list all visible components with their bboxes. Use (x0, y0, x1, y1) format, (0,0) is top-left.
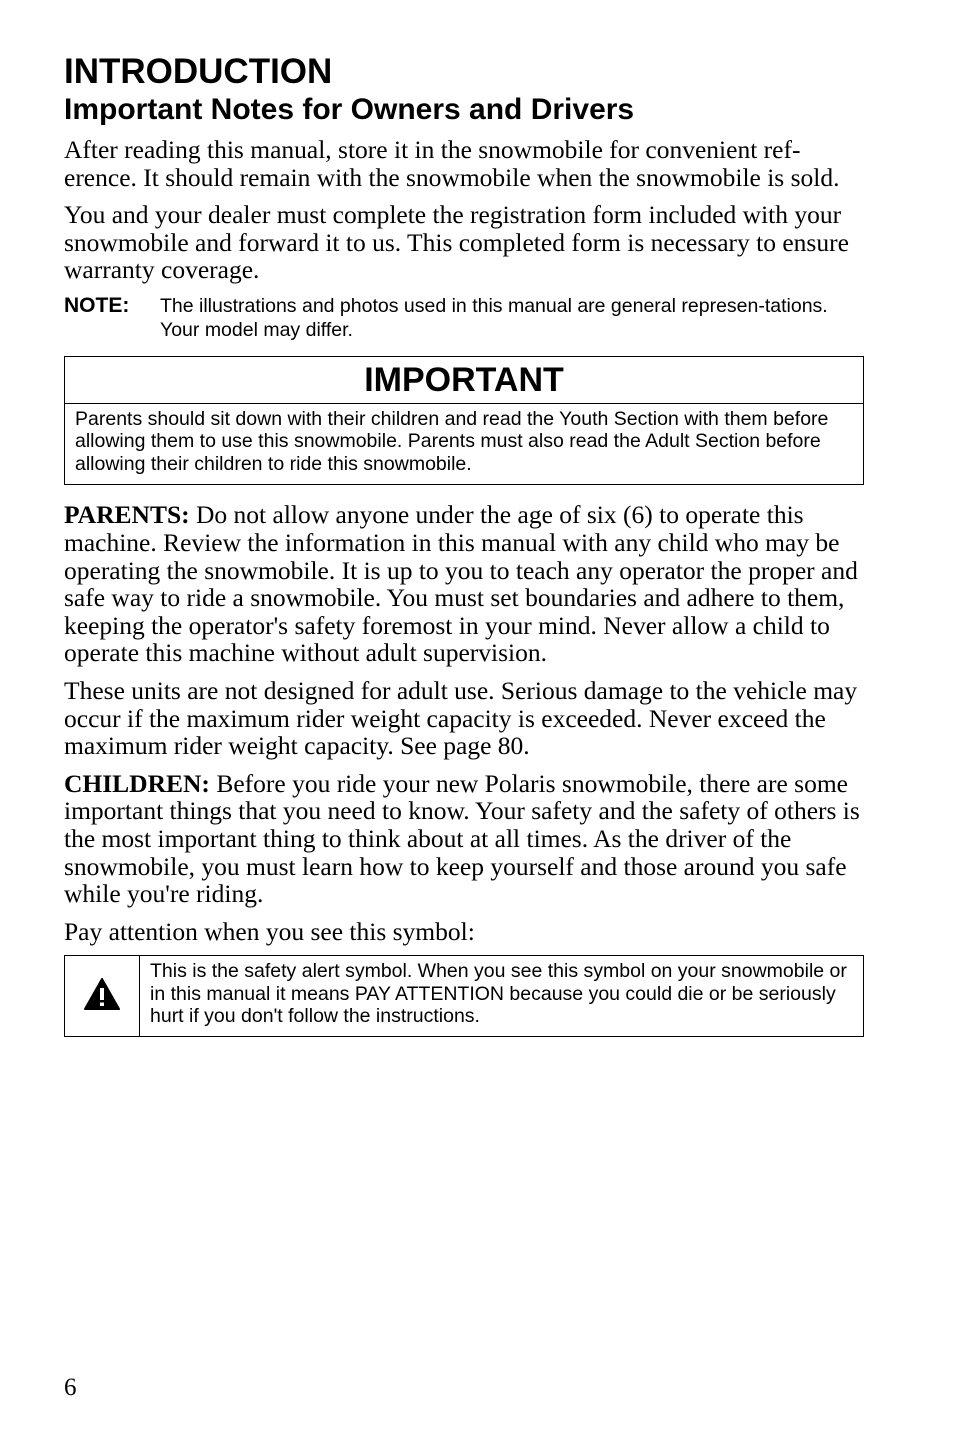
symbol-intro: Pay attention when you see this symbol: (64, 916, 475, 946)
parents-text: Do not allow anyone under the age of six (6) to operate this machine. Review the information in this manual with any child who may be operating the snowmobile. It is up to you to teach any operator the proper and safe way to ride a snowmobile. You must set boundaries and adhere to them, keeping the operator's safety foremost in your mind. Never allow a child to operate this machine without adult supervision. (64, 500, 858, 668)
manual-page (64, 52, 864, 1037)
parents-paragraph (64, 501, 864, 667)
note-block (64, 294, 864, 342)
important-text: Parents should sit down with their children and read the Youth Section with them before allowing them to use this snowmobile. Parents must also read the Adult Section before allowing their children to ride this snowmobile. (75, 407, 829, 475)
page-title: Important Notes for Owners and Drivers (64, 93, 635, 126)
children-label: CHILDREN: (64, 768, 210, 798)
safety-alert-box (64, 955, 864, 1037)
page-number: 6 (64, 1374, 77, 1401)
warning-triangle-icon (84, 978, 120, 1015)
important-title: IMPORTANT (65, 357, 863, 404)
note-text: The illustrations and photos used in this manual are general represen-tations. Your model may differ. (160, 294, 828, 341)
children-paragraph (64, 770, 864, 908)
registration-paragraph: You and your dealer must complete the registration form included with your snowmobile and forward it to us. This completed form is necessary to ensure warranty coverage. (64, 200, 849, 285)
important-box (64, 356, 864, 486)
safety-alert-text: This is the safety alert symbol. When you see this symbol on your snowmobile or in this manual it means PAY ATTENTION because you could die or be seriously hurt if you don't follow the instructions. (150, 960, 847, 1028)
alert-icon-cell (65, 956, 140, 1036)
note-label: NOTE: (64, 293, 130, 317)
storage-paragraph: After reading this manual, store it in the snowmobile for convenient ref-erence. It should remain with the snowmobile when the snowmobile is sold. (64, 135, 840, 192)
parents-label: PARENTS: (64, 500, 190, 530)
section-heading: INTRODUCTION (64, 52, 333, 91)
children-text: Before you ride your new Polaris snowmobile, there are some important things that you need to know. Your safety and the safety of others is the most important thing to think about at all times. As the driver of the snowmobile, you must learn how to keep yourself and those around you safe while you're riding. (64, 768, 860, 909)
adult-use-paragraph: These units are not designed for adult use. Serious damage to the vehicle may occur if the maximum rider weight capacity is exceeded. Never exceed the maximum rider weight capacity. See page 80. (64, 676, 858, 761)
